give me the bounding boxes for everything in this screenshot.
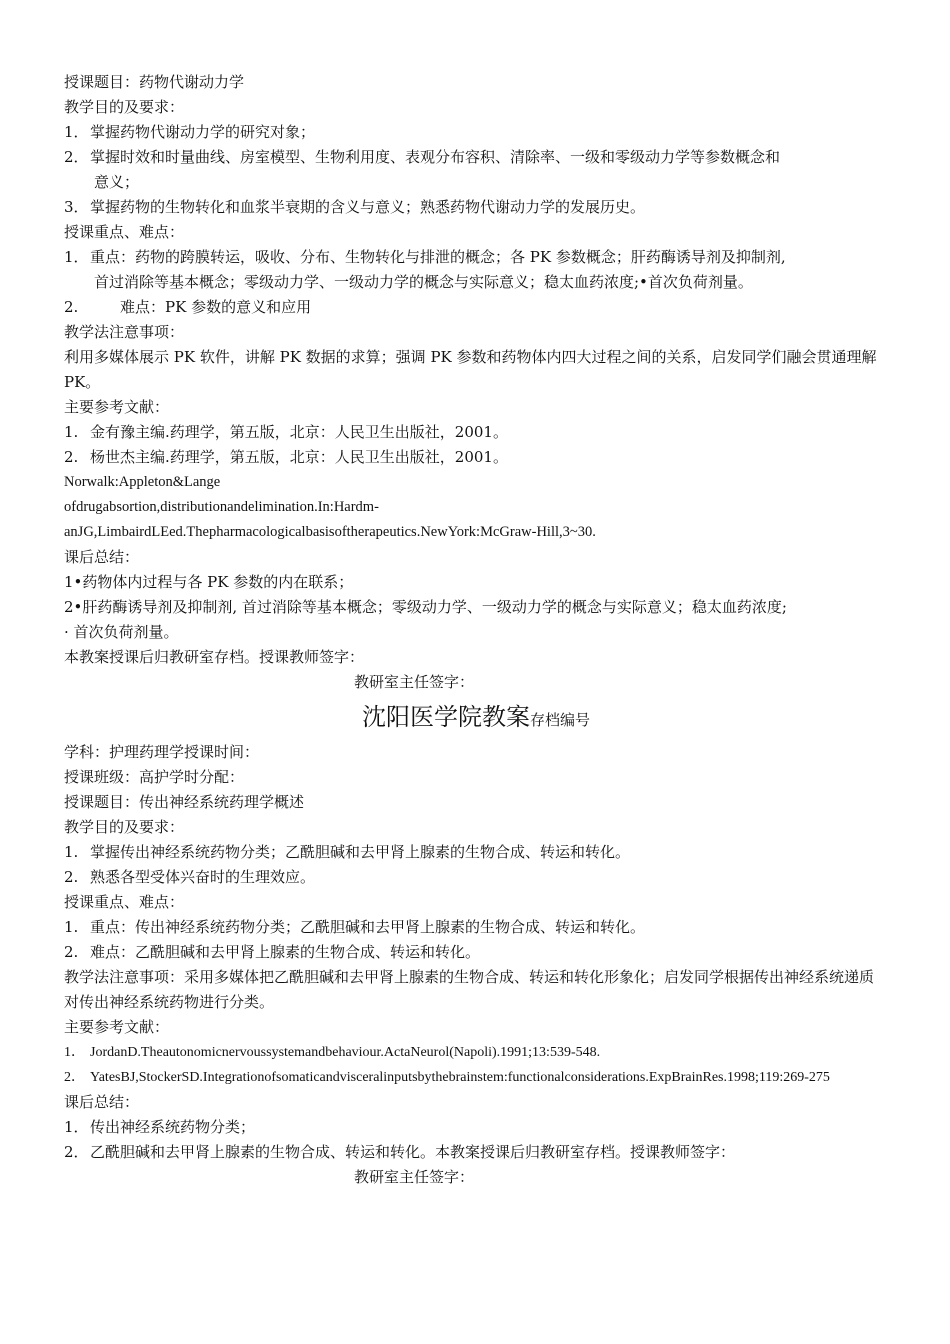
reference-item: 1． JordanD.Theautonomicnervoussystemandbehaviour.ActaNeurol(Napoli).1991;13:539-548. xyxy=(64,1045,601,1060)
reference-item: 2. 杨世杰主编.药理学，第五版，北京：人民卫生出版社，2001。 xyxy=(64,448,508,466)
director-signature: 教研室主任签字： xyxy=(354,1168,475,1186)
subject-line: 学科：护理药理学授课时间： xyxy=(64,743,260,761)
latin-reference-line: anJG,LimbairdLEed.Thepharmacologicalbasisoftherapeutics.NewYork:McGraw-Hill,3~30. xyxy=(64,524,596,540)
notes-text: 利用多媒体展示 PK 软件，讲解 PK 数据的求算；强调 PK 参数和药物体内四大过程之间的关系，启发同学们融会贯通理解 PK。 xyxy=(64,348,877,391)
focus-item: 2. 难点：乙酰胆碱和去甲肾上腺素的生物合成、转运和转化。 xyxy=(64,943,481,961)
goal-item: 1．掌握药物代谢动力学的研究对象； xyxy=(64,123,316,141)
goal-item: 1. 掌握传出神经系统药物分类；乙酰胆碱和去甲肾上腺素的生物合成、转运和转化。 xyxy=(64,843,631,861)
goals-heading: 教学目的及要求： xyxy=(64,818,185,836)
focus-item: 2. 难点：PK 参数的意义和应用 xyxy=(64,298,312,316)
document-title: 沈阳医学院教案存档编号 xyxy=(361,703,590,731)
refs-heading: 主要参考文献： xyxy=(64,398,170,416)
lesson-topic: 授课题目：传出神经系统药理学概述 xyxy=(64,793,305,811)
summary-item: 1．传出神经系统药物分类； xyxy=(64,1118,256,1136)
summary-item: 2•肝药酶诱导剂及抑制剂, 首过消除等基本概念；零级动力学、一级动力学的概念与实际意义；稳太血药浓度; xyxy=(64,598,787,616)
summary-item: · 首次负荷剂量。 xyxy=(64,623,179,641)
focus-item-continuation: 首过消除等基本概念；零级动力学、一级动力学的概念与实际意义；稳太血药浓度;•首次负荷剂量。 xyxy=(94,273,753,291)
goals-heading: 教学目的及要求： xyxy=(64,98,185,116)
director-signature: 教研室主任签字： xyxy=(354,673,475,691)
latin-reference-line: Norwalk:Appleton&Lange xyxy=(64,474,221,490)
goal-item: 2. 熟悉各型受体兴奋时的生理效应。 xyxy=(64,868,316,886)
reference-item: 2． YatesBJ,StockerSD.Integrationofsomaticandvisceralinputsbythebrainstem:functionalconsiderations.ExpBrainRes.1998;119:269-275 xyxy=(64,1070,830,1085)
archive-number-label: 存档编号 xyxy=(529,711,590,729)
focus-heading: 授课重点、难点： xyxy=(64,893,185,911)
refs-heading: 主要参考文献： xyxy=(64,1018,170,1036)
goal-item: 3．掌握药物的生物转化和血浆半衰期的含义与意义；熟悉药物代谢动力学的发展历史。 xyxy=(64,198,646,216)
goal-item: 2．掌握时效和时量曲线、房室模型、生物利用度、表观分布容积、清除率、一级和零级动力学等参数概念和 xyxy=(64,148,781,166)
summary-heading: 课后总结： xyxy=(64,548,140,566)
focus-item: 1. 重点：传出神经系统药物分类；乙酰胆碱和去甲肾上腺素的生物合成、转运和转化。 xyxy=(64,918,646,936)
notes-heading: 教学法注意事项： xyxy=(64,323,185,341)
archive-note: 本教案授课后归教研室存档。授课教师签字： xyxy=(64,648,365,666)
class-line: 授课班级：高护学时分配： xyxy=(64,768,245,786)
summary-item: 2．乙酰胆碱和去甲肾上腺素的生物合成、转运和转化。本教案授课后归教研室存档。授课教师签字： xyxy=(64,1143,736,1161)
reference-item: 1. 金有豫主编.药理学，第五版，北京：人民卫生出版社，2001。 xyxy=(64,423,508,441)
summary-item: 1•药物体内过程与各 PK 参数的内在联系； xyxy=(64,573,354,591)
notes-text: 教学法注意事项：采用多媒体把乙酰胆碱和去甲肾上腺素的生物合成、转运和转化形象化；启发同学根据传出神经系统递质对传出神经系统药物进行分类。 xyxy=(64,968,875,1011)
summary-heading: 课后总结： xyxy=(64,1093,140,1111)
goal-item-continuation: 意义； xyxy=(94,173,140,191)
lesson-topic: 授课题目：药物代谢动力学 xyxy=(64,73,245,91)
focus-heading: 授课重点、难点： xyxy=(64,223,185,241)
focus-item: 1．重点：药物的跨膜转运，吸收、分布、生物转化与排泄的概念；各 PK 参数概念；肝药酶诱导剂及抑制剂, xyxy=(64,248,786,266)
latin-reference-line: ofdrugabsortion,distributionandelimination.In:Hardm- xyxy=(64,499,379,515)
